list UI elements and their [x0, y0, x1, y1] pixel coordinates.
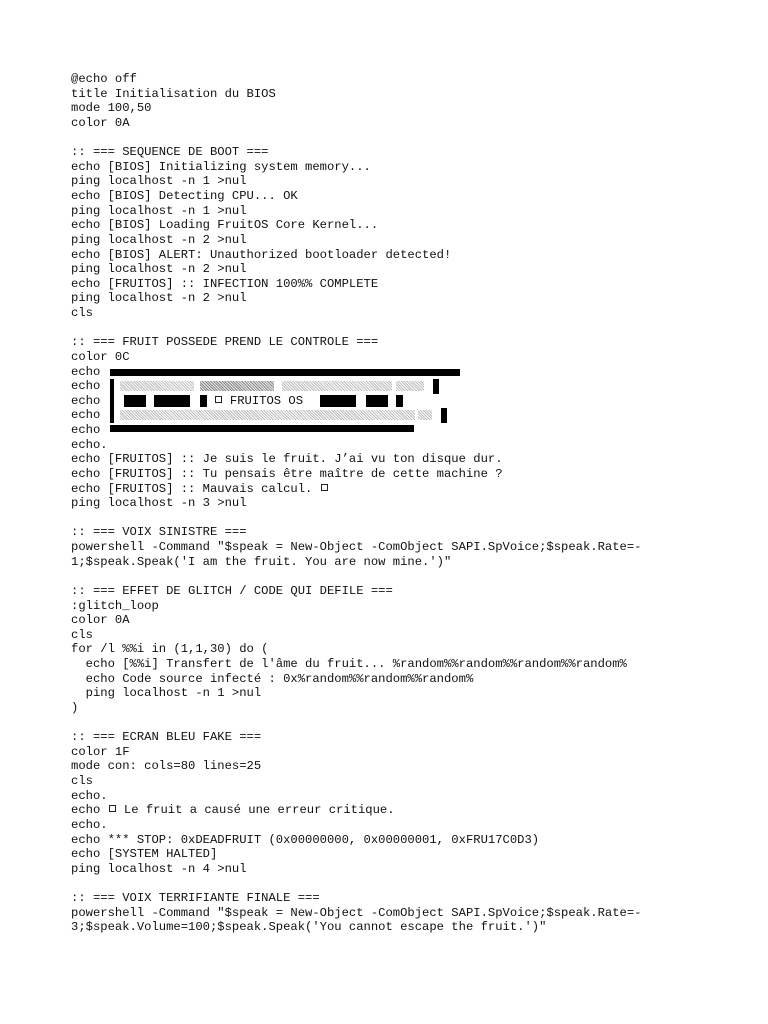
- code-line: echo [%%i] Transfert de l'âme du fruit... %random%%random%%random%%random%: [71, 657, 627, 671]
- banner-art: [108, 379, 468, 394]
- code-line: @echo off: [71, 72, 137, 86]
- code-line: color 1F: [71, 744, 130, 759]
- echo-keyword: echo: [71, 379, 108, 394]
- code-line: echo.: [71, 788, 108, 803]
- code-line: ping localhost -n 1 >nul: [71, 203, 247, 218]
- code-line: echo [BIOS] Initializing system memory...: [71, 159, 371, 174]
- code-line: ): [71, 700, 79, 715]
- code-line: for /l %%i in (1,1,30) do (: [71, 642, 269, 657]
- code-line: cls: [71, 306, 93, 320]
- echo-keyword: echo: [71, 423, 108, 437]
- blank-line: [71, 716, 711, 731]
- code-line: echo [FRUITOS] :: Tu pensais être maître de cette machine ?: [71, 466, 503, 481]
- banner-art: [108, 423, 468, 438]
- code-line: echo [FRUITOS] :: Mauvais calcul.: [71, 482, 711, 497]
- code-line: echo Le fruit a causé une erreur critique.: [71, 803, 395, 818]
- code-line: echo [BIOS] Loading FruitOS Core Kernel...: [71, 218, 379, 233]
- code-line: ping localhost -n 1 >nul: [71, 686, 262, 701]
- code-line: mode 100,50: [71, 101, 152, 116]
- code-line: echo.: [71, 437, 108, 452]
- section-comment: :: === VOIX SINISTRE ===: [71, 525, 247, 540]
- section-comment: :: === ECRAN BLEU FAKE ===: [71, 730, 262, 745]
- ascii-banner-row: [71, 408, 711, 423]
- section-comment: :: === SEQUENCE DE BOOT ===: [71, 145, 269, 160]
- section-comment: :: === EFFET DE GLITCH / CODE QUI DEFILE ===: [71, 583, 393, 598]
- echo-keyword: echo: [71, 408, 108, 423]
- code-line: echo Code source infecté : 0x%random%%random%%random%: [71, 671, 474, 686]
- code-line: 3;$speak.Volume=100;$speak.Speak('You cannot escape the fruit.')": [71, 920, 547, 935]
- code-line: echo [BIOS] ALERT: Unauthorized bootloader detected!: [71, 247, 452, 262]
- banner-art: [108, 408, 468, 423]
- code-line: :glitch_loop: [71, 598, 159, 613]
- echo-keyword: echo: [71, 364, 108, 379]
- code-line: ping localhost -n 2 >nul: [71, 291, 247, 306]
- box-glyph-icon: [321, 484, 328, 491]
- code-line: cls: [71, 627, 93, 642]
- box-glyph-icon: [109, 805, 116, 812]
- blank-line: [71, 321, 711, 336]
- code-line: echo [FRUITOS] :: Je suis le fruit. J’ai vu ton disque dur.: [71, 452, 503, 467]
- blank-line: [71, 131, 711, 146]
- ascii-banner-row: [71, 423, 711, 438]
- code-line: ping localhost -n 1 >nul: [71, 174, 247, 189]
- code-line: echo [FRUITOS] :: INFECTION 100%% COMPLETE: [71, 276, 379, 291]
- code-line: ping localhost -n 2 >nul: [71, 232, 247, 247]
- code-line: 1;$speak.Speak('I am the fruit. You are now mine.')": [71, 554, 452, 569]
- ascii-banner-row: [71, 379, 711, 394]
- code-line: ping localhost -n 4 >nul: [71, 861, 247, 876]
- ascii-banner-row: [71, 394, 711, 409]
- ascii-banner-row: [71, 365, 711, 380]
- section-comment: :: === VOIX TERRIFIANTE FINALE ===: [71, 891, 320, 905]
- code-line: color 0C: [71, 349, 130, 364]
- code-line: ping localhost -n 3 >nul: [71, 496, 247, 511]
- echo-keyword: echo: [71, 393, 108, 408]
- batch-script-document: [71, 72, 711, 935]
- section-comment: :: === FRUIT POSSEDE PREND LE CONTROLE ===: [71, 335, 379, 350]
- box-glyph-icon: [215, 396, 222, 403]
- blank-line: [71, 511, 711, 526]
- code-line: echo [BIOS] Detecting CPU... OK: [71, 189, 298, 203]
- code-line: color 0A: [71, 613, 130, 628]
- code-line: powershell -Command "$speak = New-Object -ComObject SAPI.SpVoice;$speak.Rate=-: [71, 540, 642, 554]
- code-line: powershell -Command "$speak = New-Object -ComObject SAPI.SpVoice;$speak.Rate=-: [71, 905, 642, 920]
- banner-art: [108, 365, 468, 380]
- banner-title: FRUITOS OS: [214, 394, 303, 409]
- banner-art: [108, 394, 468, 409]
- code-line: echo *** STOP: 0xDEADFRUIT (0x00000000, 0x00000001, 0xFRU17C0D3): [71, 832, 540, 847]
- code-line: title Initialisation du BIOS: [71, 86, 276, 101]
- code-line: echo [SYSTEM HALTED]: [71, 847, 218, 862]
- code-line: mode con: cols=80 lines=25: [71, 759, 262, 774]
- code-line: ping localhost -n 2 >nul: [71, 262, 247, 277]
- code-line: color 0A: [71, 115, 130, 130]
- blank-line: [71, 876, 711, 891]
- code-line: cls: [71, 774, 93, 788]
- code-line: echo.: [71, 817, 108, 832]
- blank-line: [71, 569, 711, 584]
